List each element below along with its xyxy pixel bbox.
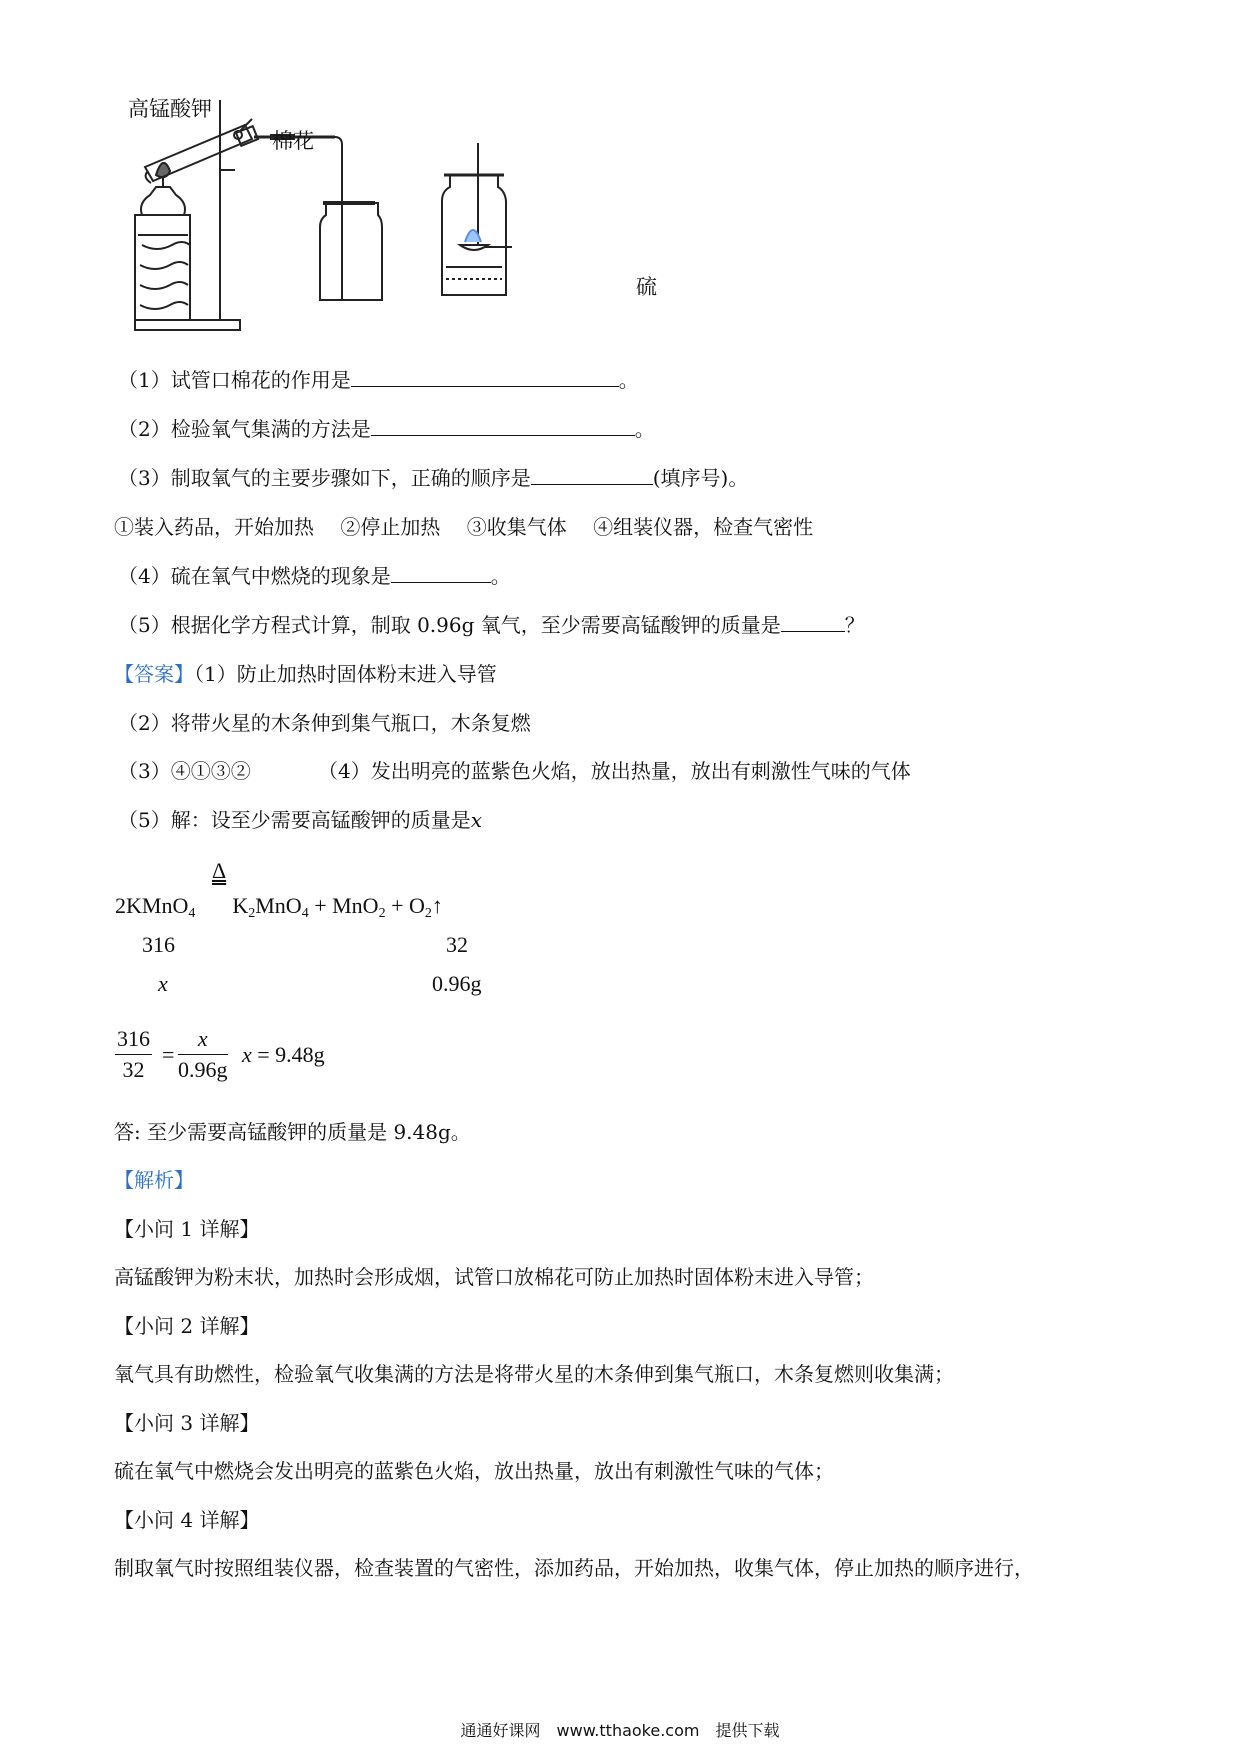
answer-3: （3）④①③② bbox=[118, 759, 251, 783]
molar-mass-right: 32 bbox=[446, 932, 468, 957]
value-left: x bbox=[158, 971, 168, 996]
answer-blank-3 bbox=[531, 464, 653, 485]
analysis-text-4: 制取氧气时按照组装仪器，检查装置的气密性，添加药品，开始加热，收集气体，停止加热的顺序进行， bbox=[114, 1556, 1034, 1580]
answer-4: （4）发出明亮的蓝紫色火焰，放出热量，放出有刺激性气味的气体 bbox=[318, 759, 911, 783]
equals-sign: = bbox=[162, 1042, 175, 1067]
result-equation: x = 9.48g bbox=[242, 1042, 325, 1067]
label-kmno4: 高锰酸钾 bbox=[128, 97, 212, 121]
answer-tag: 【答案】 bbox=[114, 662, 194, 686]
analysis-heading-3: 【小问 3 详解】 bbox=[114, 1411, 260, 1435]
label-sulfur: 硫 bbox=[636, 275, 657, 299]
answer-conclusion: 答: 至少需要高锰酸钾的质量是 9.48g。 bbox=[114, 1120, 471, 1144]
analysis-text-1: 高锰酸钾为粉末状，加热时会形成烟，试管口放棉花可防止加热时固体粉末进入导管； bbox=[114, 1265, 874, 1289]
analysis-heading-2: 【小问 2 详解】 bbox=[114, 1314, 260, 1338]
answer-blank-5 bbox=[781, 611, 845, 632]
analysis-text-3: 硫在氧气中燃烧会发出明亮的蓝紫色火焰，放出热量，放出有刺激性气味的气体； bbox=[114, 1459, 834, 1483]
answer-1: 【答案】（1）防止加热时固体粉末进入导管 bbox=[114, 662, 497, 686]
value-right: 0.96g bbox=[432, 971, 482, 996]
page-footer: 通通好课网 www.tthaoke.com 提供下载 bbox=[460, 1721, 780, 1740]
answer-blank-4 bbox=[391, 562, 491, 583]
answer-2: （2）将带火星的木条伸到集气瓶口，木条复燃 bbox=[118, 711, 531, 735]
question-3-steps: ①装入药品，开始加热 ②停止加热 ③收集气体 ④组装仪器，检查气密性 bbox=[114, 515, 814, 539]
question-3: （3）制取氧气的主要步骤如下，正确的顺序是 (填序号)。 bbox=[118, 466, 749, 490]
answer-blank-2 bbox=[371, 415, 635, 436]
fraction-x-096: $\frac{x}{0.96g}$ bbox=[178, 1026, 228, 1082]
question-2: （2）检验氧气集满的方法是 。 bbox=[118, 417, 655, 441]
answer-5-setup: （5）解：设至少需要高锰酸钾的质量是x bbox=[118, 808, 483, 832]
question-5: （5）根据化学方程式计算，制取 0.96g 氧气，至少需要高锰酸钾的质量是 ？ bbox=[118, 613, 865, 637]
answer-blank-1 bbox=[351, 366, 619, 387]
heat-symbol: Δ bbox=[212, 858, 227, 883]
analysis-tag: 【解析】 bbox=[114, 1168, 194, 1192]
analysis-heading-4: 【小问 4 详解】 bbox=[114, 1508, 260, 1532]
label-cotton: 棉花 bbox=[272, 129, 314, 153]
fraction-316-32: $\frac{316}{32}$ bbox=[117, 1026, 150, 1082]
analysis-heading-1: 【小问 1 详解】 bbox=[114, 1217, 260, 1241]
question-1: （1）试管口棉花的作用是 。 bbox=[118, 368, 639, 392]
apparatus-drawing bbox=[120, 95, 680, 350]
question-4: （4）硫在氧气中燃烧的现象是 。 bbox=[118, 564, 511, 588]
molar-mass-left: 316 bbox=[142, 932, 175, 957]
analysis-text-2: 氧气具有助燃性，检验氧气收集满的方法是将带火星的木条伸到集气瓶口，木条复燃则收集满； bbox=[114, 1362, 954, 1386]
chemical-equation: 2KMnO$_4$ $K_2MnO_4 + MnO_2$ + $O_2↑$ bbox=[115, 893, 443, 921]
apparatus-figure bbox=[120, 95, 680, 350]
